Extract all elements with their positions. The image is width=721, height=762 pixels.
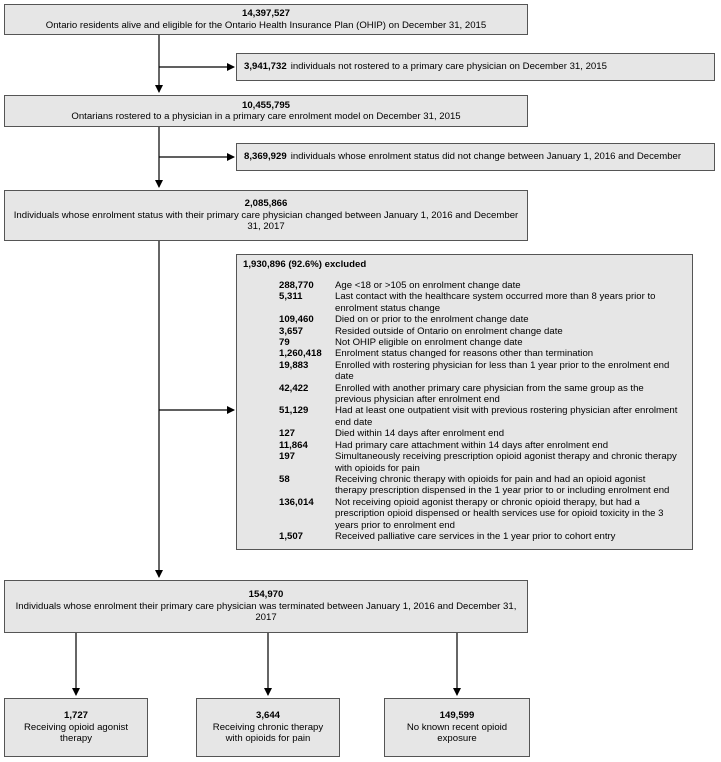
excluded-item [279,291,679,314]
excluded-item-reason: Simultaneously receiving prescription opioid agonist therapy and chronic therapy with opioids for pain [335,451,677,474]
excluded-item-count: 197 [279,451,296,463]
excluded-item-count: 11,864 [279,439,308,451]
excluded-item-count: 109,460 [279,314,314,326]
excluded-item [279,451,679,474]
no-opioid-text: No known recent opioid exposure [406,721,508,745]
excluded-item-count: 127 [279,428,296,440]
cot-text: Receiving chronic therapy with opioids for pain [212,721,324,745]
excluded-item-count: 3,657 [279,325,304,337]
eligible-box [4,4,528,35]
excluded-item-count: 136,014 [279,496,314,508]
excluded-item-count: 19,883 [279,359,309,371]
excluded-item [279,474,679,497]
excluded-item [279,531,679,542]
excluded-item-count: 1,507 [279,530,304,542]
oat-text: Receiving opioid agonist therapy [24,721,128,745]
no-opioid-box [384,698,530,757]
excluded-item [279,326,679,337]
excluded-list [279,280,679,542]
no-change-text: individuals whose enrolment status did not change between January 1, 2016 and December [290,151,682,163]
excluded-item-count: 5,311 [279,291,303,303]
excluded-item [279,405,679,428]
terminated-count: 154,970 [248,589,284,601]
rostered-box [4,95,528,127]
excluded-item [279,383,679,406]
excluded-item-reason: Receiving chronic therapy with opioids for pain and had an opioid agonist therapy prescription dispensed in the 1 year prior to or including enrolment end [335,473,670,497]
excluded-item [279,337,679,348]
excluded-box [236,254,693,550]
excluded-item [279,497,679,531]
changed-box [4,190,528,241]
excluded-item [279,280,679,291]
excluded-item-reason: Enrolled with another primary care physician from the same group as the previous physician after enrolment end [335,382,644,406]
excluded-item-count: 51,129 [279,405,309,417]
oat-box [4,698,148,757]
excluded-item-reason: Age <18 or >105 on enrolment change date [335,280,521,291]
cot-box [196,698,340,757]
excluded-item-reason: Last contact with the healthcare system occurred more than 8 years prior to enrolment status change [335,291,656,314]
excluded-item-reason: Not receiving opioid agonist therapy or chronic opioid therapy, but had a prescription opioid dispensed or health services use for opioid toxicity in the 3 years prior to enrolment end [335,496,664,531]
changed-count: 2,085,866 [244,198,288,210]
excluded-item [279,440,679,451]
excluded-item-count: 58 [279,473,290,485]
excluded-item-count: 79 [279,337,290,349]
excluded-item-count: 288,770 [279,280,314,291]
terminated-box [4,580,528,633]
eligible-count: 14,397,527 [241,8,290,20]
excluded-item-reason: Not OHIP eligible on enrolment change date [335,337,523,349]
excluded-item-reason: Died on or prior to the enrolment change date [335,314,529,326]
excluded-item-reason: Received palliative care services in the 1 year prior to cohort entry [335,530,616,542]
excluded-item-count: 42,422 [279,382,309,394]
cot-count: 3,644 [255,710,280,722]
excluded-title: 1,930,896 (92.6%) excluded [243,259,367,270]
rostered-count: 10,455,795 [241,99,290,111]
no-change-count: 8,369,929 [244,151,287,163]
excluded-item-reason: Resided outside of Ontario on enrolment change date [335,325,563,337]
not-rostered-count: 3,941,732 [244,61,287,73]
excluded-item-reason: Enrolment status changed for reasons other than termination [335,348,594,360]
not-rostered-text: individuals not rostered to a primary care physician on December 31, 2015 [290,61,607,73]
rostered-text: Ontarians rostered to a physician in a primary care enrolment model on December 31, 2015 [71,111,461,122]
excluded-item-reason: Died within 14 days after enrolment end [335,428,505,440]
excluded-item [279,348,679,359]
eligible-text: Ontario residents alive and eligible for the Ontario Health Insurance Plan (OHIP) on December 31, 2015 [45,19,487,31]
oat-count: 1,727 [63,710,88,722]
excluded-item [279,360,679,383]
excluded-item-reason: Had primary care attachment within 14 days after enrolment end [335,439,609,451]
terminated-text: Individuals whose enrolment their primary care physician was terminated between January 1, 2016 and December 31, 2017 [15,600,517,624]
excluded-item-reason: Had at least one outpatient visit with previous rostering physician after enrolment end date [335,405,678,428]
excluded-item-reason: Enrolled with rostering physician for less than 1 year prior to the enrolment end date [335,359,670,383]
excluded-item [279,314,679,325]
changed-text: Individuals whose enrolment status with their primary care physician changed between January 1, 2016 and December 31, 2017 [13,209,519,233]
excluded-item-count: 1,260,418 [279,348,322,360]
excluded-item [279,428,679,439]
no-opioid-count: 149,599 [439,710,475,722]
no-change-box [236,143,715,171]
not-rostered-box [236,53,715,81]
